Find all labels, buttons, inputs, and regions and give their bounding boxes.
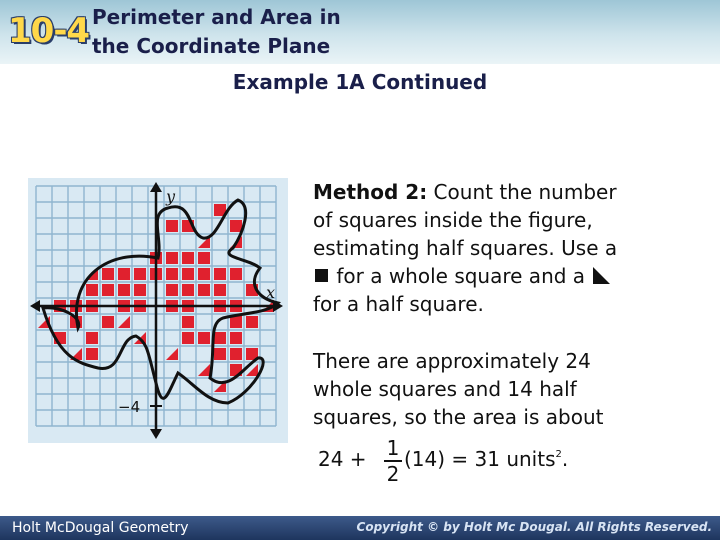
whole-square (182, 252, 194, 264)
half-square-icon (593, 267, 610, 284)
example-title: Example 1A Continued (232, 70, 488, 94)
whole-square (182, 268, 194, 280)
slide-footer (0, 516, 720, 540)
y-axis-label: y (166, 187, 176, 206)
whole-square (182, 316, 194, 328)
whole-square (166, 252, 178, 264)
whole-square (214, 284, 226, 296)
coordinate-graph (28, 178, 288, 443)
whole-square (198, 332, 210, 344)
whole-square (182, 284, 194, 296)
formula-end: . (561, 447, 569, 471)
whole-square (230, 332, 242, 344)
graph-svg (28, 178, 288, 443)
slide-header (0, 0, 720, 64)
fraction-one-half (384, 437, 402, 485)
whole-square (134, 268, 146, 280)
footer-copyright: Copyright © by Holt Mc Dougal. All Rights Reserved. (356, 520, 712, 534)
whole-square (102, 316, 114, 328)
whole-square (198, 252, 210, 264)
whole-square (230, 220, 242, 232)
formula-lead: 24 + (318, 447, 367, 471)
result-line1: There are approximately 24 (313, 349, 591, 373)
lesson-title (92, 3, 341, 61)
whole-square (182, 332, 194, 344)
formula-tail (404, 447, 568, 471)
y-tick-label: −4 (118, 398, 141, 416)
method-description (313, 178, 713, 318)
whole-square (86, 332, 98, 344)
whole-square (118, 268, 130, 280)
whole-square (246, 316, 258, 328)
method-line3: estimating half squares. Use a (313, 236, 618, 260)
fraction-denominator: 2 (386, 462, 400, 486)
result-line2: whole squares and 14 half (313, 377, 577, 401)
whole-square (214, 348, 226, 360)
units-exponent: 2 (555, 449, 562, 460)
formula-tail-text: (14) = 31 units (404, 447, 556, 471)
method-whole-text: for a whole square and a (330, 264, 592, 288)
whole-square (230, 348, 242, 360)
lesson-number: 10-4 (8, 11, 90, 51)
whole-square (198, 284, 210, 296)
whole-square (214, 268, 226, 280)
whole-square (214, 332, 226, 344)
whole-square (166, 220, 178, 232)
whole-square (166, 284, 178, 296)
result-description (313, 347, 713, 431)
method-half-text: for a half square. (313, 292, 484, 316)
whole-square (230, 316, 242, 328)
whole-square (86, 348, 98, 360)
footer-publisher: Holt McDougal Geometry (12, 520, 189, 536)
whole-square (118, 284, 130, 296)
whole-square (86, 284, 98, 296)
method-label: Method 2: (313, 180, 428, 204)
method-line2: of squares inside the figure, (313, 208, 593, 232)
x-axis-label: x (266, 283, 276, 302)
fraction-numerator: 1 (386, 436, 400, 460)
whole-square (134, 284, 146, 296)
whole-square (102, 268, 114, 280)
whole-square (198, 268, 210, 280)
whole-square (230, 268, 242, 280)
method-line1: Count the number (427, 180, 617, 204)
lesson-title-line1: Perimeter and Area in (92, 5, 341, 29)
whole-square-icon (315, 269, 328, 282)
lesson-title-line2: the Coordinate Plane (92, 34, 331, 58)
whole-square (166, 268, 178, 280)
result-line3: squares, so the area is about (313, 405, 604, 429)
whole-square (102, 284, 114, 296)
